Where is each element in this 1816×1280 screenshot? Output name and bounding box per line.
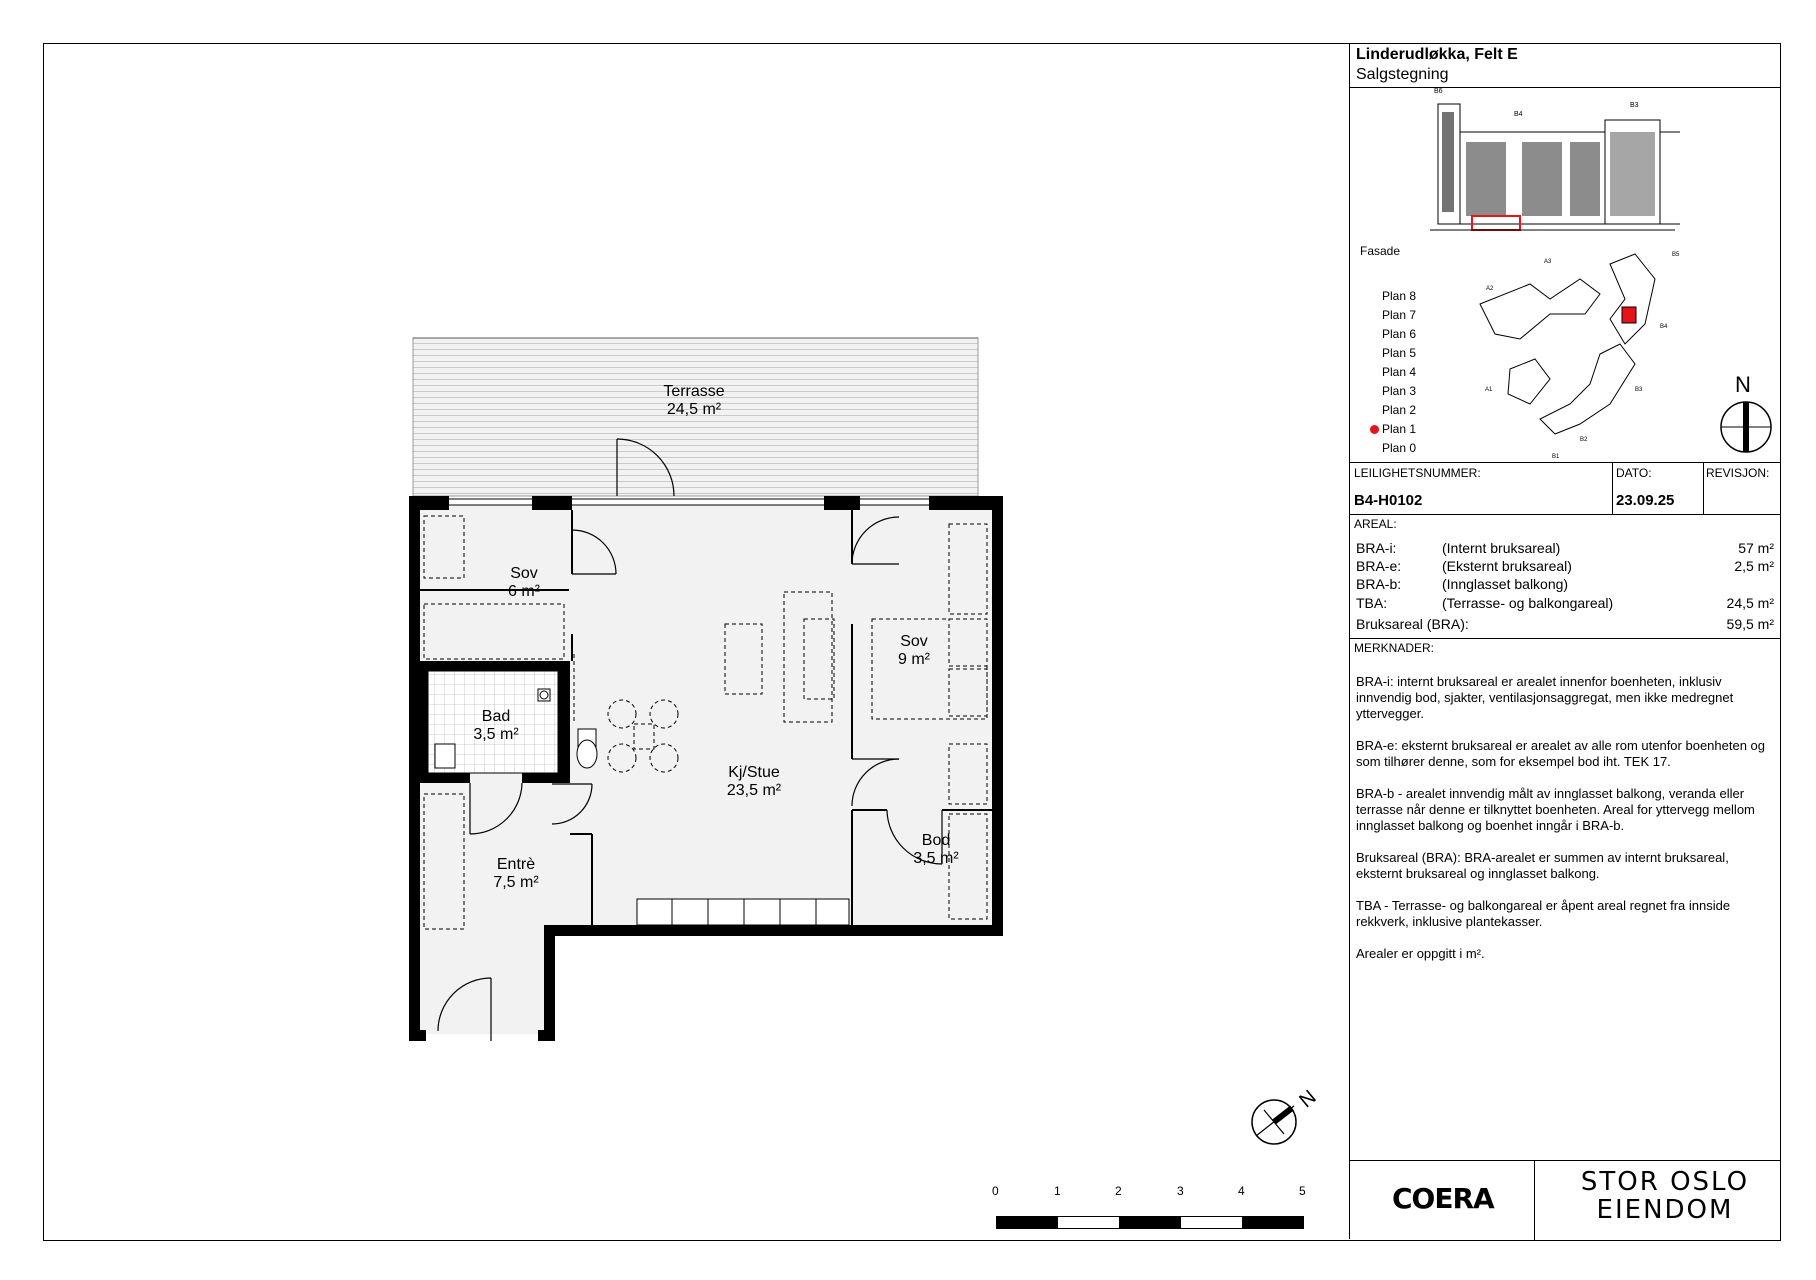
plan-level-item[interactable]: Plan 7	[1382, 308, 1417, 322]
plan-level-list	[1382, 287, 1416, 458]
areal-key: BRA-i:	[1356, 540, 1397, 556]
project-title: Linderudløkka, Felt E	[1356, 46, 1518, 63]
room-area: 6 m²	[508, 583, 540, 600]
room-area: 3,5 m²	[913, 850, 959, 867]
plan-level-item[interactable]: Plan 2	[1382, 403, 1417, 417]
north-arrow-icon	[1718, 399, 1774, 455]
room-name: Bad	[481, 708, 511, 725]
note-paragraph: BRA-b - arealet innvendig målt av innglasset balkong, veranda eller terrasse når denne er tilknyttet boenheten. Areal for yttervegg mellom innglasset balkong og boenhet inngår i BRA-b.	[1356, 786, 1755, 833]
site-building-label: A3	[1544, 259, 1552, 265]
areal-total-row	[1356, 616, 1774, 634]
plan-level-item[interactable]: Plan 8	[1382, 289, 1417, 303]
logo-line: EIENDOM	[1596, 1195, 1734, 1225]
room-label-sov-2	[874, 633, 954, 669]
facade-drawing	[1430, 92, 1680, 242]
areal-row	[1356, 595, 1774, 613]
areal-key: BRA-e:	[1356, 558, 1402, 574]
date-label: DATO:	[1616, 466, 1652, 480]
areal-key: TBA:	[1356, 595, 1388, 611]
room-name: Kj/Stue	[728, 764, 780, 781]
room-label-terrasse	[634, 383, 754, 419]
scale-bar	[996, 1216, 1304, 1229]
areal-label: AREAL:	[1354, 517, 1397, 531]
site-building-label: B5	[1672, 252, 1680, 258]
room-label-kj-stue	[704, 764, 804, 800]
plan-level-item[interactable]: Plan 1	[1382, 422, 1417, 436]
room-name: Terrasse	[663, 383, 725, 400]
room-label-bod	[896, 832, 976, 868]
notes-text	[1356, 674, 1774, 978]
note-paragraph: Arealer er oppgitt i m².	[1356, 946, 1485, 961]
note-paragraph: BRA-i: internt bruksareal er arealet innenfor boenheten, inklusiv innvendig bod, sjakter, ventilasjonsaggregat, men ikke medregnet yttervegger.	[1356, 674, 1734, 721]
plan-level-item[interactable]: Plan 4	[1382, 365, 1417, 379]
areal-value: 2,5 m²	[1734, 558, 1774, 574]
notes-label: MERKNADER:	[1354, 641, 1435, 655]
areal-desc: (Terrasse- og balkongareal)	[1442, 595, 1614, 611]
room-area: 24,5 m²	[666, 401, 722, 418]
scale-tick: 4	[1238, 1184, 1245, 1198]
areal-row	[1356, 540, 1774, 558]
active-plan-dot-icon	[1370, 425, 1379, 434]
areal-value: 24,5 m²	[1726, 595, 1774, 611]
north-label: N	[1735, 372, 1751, 397]
site-plan-drawing	[1460, 244, 1670, 454]
room-area: 3,5 m²	[473, 726, 519, 743]
site-building-label: A1	[1485, 387, 1493, 393]
site-building-label: B2	[1580, 437, 1588, 443]
plan-level-item[interactable]: Plan 0	[1382, 441, 1417, 455]
areal-total-value: 59,5 m²	[1726, 616, 1774, 632]
floor-plan-area	[44, 44, 1349, 1239]
room-label-entre	[476, 856, 556, 892]
scale-tick: 5	[1299, 1184, 1306, 1198]
room-name: Entrè	[496, 856, 536, 873]
facade-building-label: B6	[1434, 88, 1443, 95]
room-area: 9 m²	[898, 651, 930, 668]
areal-row	[1356, 576, 1774, 594]
scale-tick: 3	[1177, 1184, 1184, 1198]
areal-desc: (Internt bruksareal)	[1442, 540, 1561, 556]
floor-plan-drawing	[44, 44, 1349, 1239]
site-building-label: B1	[1552, 454, 1560, 460]
site-building-label: B4	[1660, 324, 1668, 330]
room-label-sov-1	[484, 565, 564, 601]
unit-number-value: B4-H0102	[1354, 492, 1423, 509]
room-name: Sov	[510, 565, 538, 582]
room-label-bad	[456, 708, 536, 744]
logo-line: STOR OSLO	[1580, 1167, 1750, 1197]
plan-level-item[interactable]: Plan 5	[1382, 346, 1417, 360]
areal-desc: (Innglasset balkong)	[1442, 576, 1569, 592]
scale-tick: 0	[992, 1184, 999, 1198]
plan-level-item[interactable]: Plan 6	[1382, 327, 1417, 341]
plan-compass-label: N	[1295, 1086, 1321, 1113]
facade-label: Fasade	[1360, 244, 1401, 258]
note-paragraph: TBA - Terrasse- og balkongareal er åpent areal regnet fra innside rekkverk, inklusive plantekasser.	[1356, 898, 1731, 929]
areal-key: BRA-b:	[1356, 576, 1402, 592]
scale-tick: 2	[1115, 1184, 1122, 1198]
areal-value: 57 m²	[1738, 540, 1774, 556]
facade-building-label: B4	[1514, 111, 1523, 118]
plan-level-item[interactable]: Plan 3	[1382, 384, 1417, 398]
site-building-label: A2	[1486, 286, 1494, 292]
coera-logo: COERA	[1392, 1182, 1494, 1215]
site-building-label: B3	[1635, 387, 1643, 393]
room-name: Sov	[900, 633, 928, 650]
stor-oslo-eiendom-logo	[1550, 1168, 1780, 1224]
drawing-sheet	[43, 43, 1781, 1241]
room-area: 7,5 m²	[493, 874, 539, 891]
areal-total-key: Bruksareal (BRA):	[1356, 616, 1469, 632]
revision-label: REVISJON:	[1706, 466, 1770, 480]
areal-row	[1356, 558, 1774, 576]
date-value: 23.09.25	[1616, 492, 1675, 509]
title-block-panel	[1349, 44, 1780, 1239]
unit-number-label: LEILIGHETSNUMMER:	[1354, 466, 1481, 480]
note-paragraph: Bruksareal (BRA): BRA-arealet er summen av internt bruksareal, eksternt bruksareal og innglasset balkong.	[1356, 850, 1729, 881]
scale-tick: 1	[1054, 1184, 1061, 1198]
note-paragraph: BRA-e: eksternt bruksareal er arealet av alle rom utenfor boenheten og som tilhører denne, som for eksempel bod iht. TEK 17.	[1356, 738, 1766, 769]
room-area: 23,5 m²	[726, 782, 782, 799]
areal-desc: (Eksternt bruksareal)	[1442, 558, 1572, 574]
room-name: Bod	[921, 832, 951, 849]
project-subtitle: Salgstegning	[1356, 66, 1449, 83]
facade-building-label: B3	[1630, 102, 1639, 109]
